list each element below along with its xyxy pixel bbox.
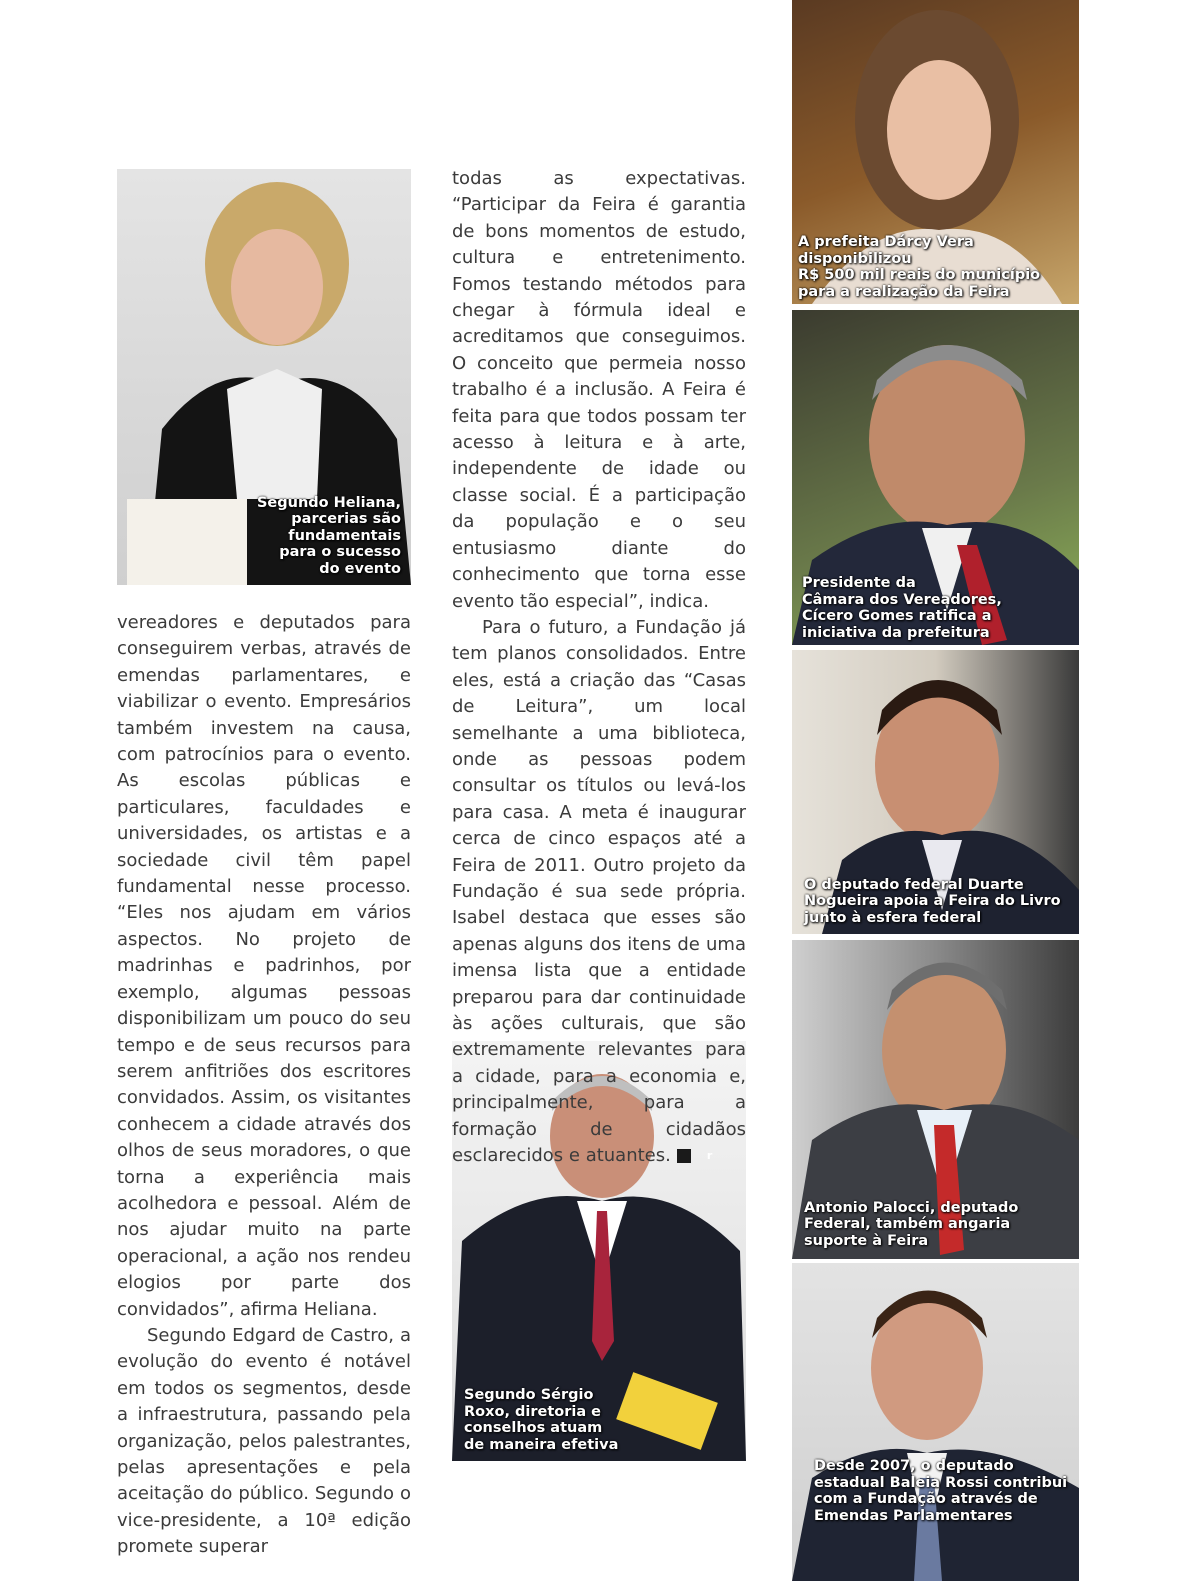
photo-baleia (792, 1263, 1079, 1581)
photo-heliana (117, 169, 411, 585)
article-paragraph: todas as expectativas. “Participar da Feira é garantia de bons momentos de estudo, cultura e entretenimento. Fomos testando métodos para chegar à fórmula ideal e acreditamos que conseguimos. O conceito que permeia nosso trabalho é a inclusão. A Feira é feita para que todos possam ter acesso à leitura e à arte, independente de idade ou classe social. É a participação da população e o seu entusiasmo diante do conhecimento que torna esse evento tão especial”, indica. (452, 168, 746, 612)
article-paragraph: Segundo Edgard de Castro, a evolução do evento é notável em todos os segmentos, desde a infraestrutura, passando pela organização, pelos palestrantes, pelas apresentações e pela aceitação do público. Segundo o vice-presidente, a 10ª edição promete superar (117, 1324, 411, 1558)
photo-caption: Presidente da Câmara dos Vereadores, Cícero Gomes ratifica a iniciativa da prefeitura (802, 575, 1002, 641)
article-paragraph-final (452, 615, 746, 1170)
photo-caption: A prefeita Dárcy Vera disponibilizou R$ 500 mil reais do município para a realização da Feira (798, 234, 1041, 300)
photo-duarte (792, 650, 1079, 934)
article-column-2 (452, 166, 746, 1169)
photo-palocci (792, 940, 1079, 1259)
photo-cicero (792, 310, 1079, 645)
photo-darcy (792, 0, 1079, 304)
article-column-1 (117, 610, 411, 1561)
photo-caption: O deputado federal Duarte Nogueira apoia a Feira do Livro junto à esfera federal (804, 876, 1061, 926)
photo-caption: Desde 2007, o deputado estadual Baleia Rossi contribui com a Fundação através de Emendas Parlamentares (814, 1458, 1068, 1524)
article-paragraph-text: Para o futuro, a Fundação já tem planos consolidados. Entre eles, está a criação das “Casas de Leitura”, um local semelhante a uma biblioteca, onde as pessoas podem consultar os títulos ou levá-los para casa. A meta é inaugurar cerca de cinco espaços até a Feira de 2011. Outro projeto da Fundação é sua sede própria. Isabel destaca que esses são apenas alguns dos itens de uma imensa lista que a entidade preparou para dar continuidade às ações culturais, que são extremamente relevantes para a cidade, para a economia e, principalmente, para a formação de cidadãos esclarecidos e atuantes. (452, 616, 746, 1167)
photo-caption: Antonio Palocci, deputado Federal, também angaria suporte à Feira (804, 1199, 1019, 1249)
end-of-article-mark: r (677, 1149, 691, 1163)
photo-caption: Segundo Sérgio Roxo, diretoria e conselhos atuam de maneira efetiva (464, 1387, 619, 1453)
article-paragraph: vereadores e deputados para conseguirem verbas, através de emendas parlamentares, e viabilizar o evento. Empresários também investem na causa, com patrocínios para o evento. As escolas públicas e particulares, faculdades e universidades, os artistas e a sociedade civil têm papel fundamental nesse processo. “Eles nos ajudam em vários aspectos. No projeto de madrinhas e padrinhos, por exemplo, algumas pessoas disponibilizam um pouco do seu tempo e de seus recursos para serem anfitriões dos escritores convidados. Assim, os visitantes conhecem a cidade através dos olhos de seus moradores, o que torna a experiência mais acolhedora e pessoal. Além de nos ajudar muito na parte operacional, a ação nos rendeu elogios por parte dos convidados”, afirma Heliana. (117, 612, 411, 1320)
photo-caption: Segundo Heliana, parcerias são fundamentais para o sucesso do evento (256, 494, 401, 577)
portrait-man-icon (792, 1263, 1079, 1581)
